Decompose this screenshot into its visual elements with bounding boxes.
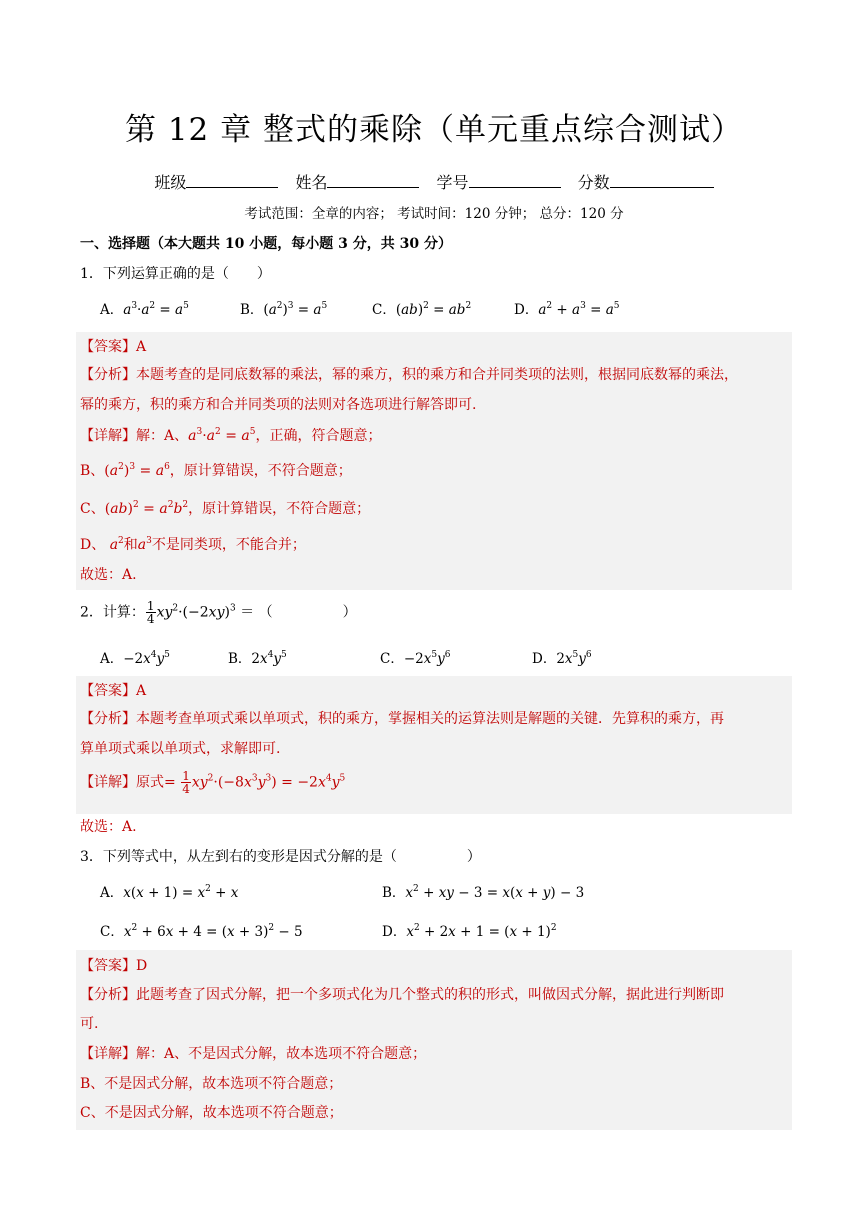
question-3-stem: 3．下列等式中，从左到右的变形是因式分解的是（ ） — [80, 849, 481, 865]
option-label: A． — [100, 302, 124, 318]
name-label: 姓名 — [295, 173, 328, 192]
question-1-answer: 【答案】A — [80, 339, 147, 355]
question-1-option-a: A．$a^3\cdot a^2 = a^5$ — [100, 301, 189, 318]
question-1-detail-a: 【详解】解：A、$a^3\cdot a^2 = a^5$，正确，符合题意； — [80, 427, 382, 444]
question-2-option-c: C．$-2x^5y^6$ — [380, 650, 451, 667]
option-label: B． — [240, 302, 264, 318]
question-3-option-a: A．$x(x + 1) = x^2 + x$ — [100, 884, 239, 901]
question-3-analysis-line-2: 可. — [80, 1016, 99, 1032]
option-label: D． — [514, 302, 539, 318]
number-label: 学号 — [436, 173, 469, 192]
question-3-analysis-line-1: 【分析】此题考查了因式分解，把一个多项式化为几个整式的积的形式，叫做因式分解，据此进行判断即 — [80, 987, 724, 1003]
question-2-analysis-line-2: 算单项式乘以单项式，求解即可. — [80, 741, 281, 757]
question-1-analysis-line-1: 【分析】本题考查的是同底数幂的乘法，幂的乘方，积的乘方和合并同类项的法则，根据同底数幂的乘法， — [80, 367, 738, 383]
question-1-option-b: B．$(a^2)^3 = a^5$ — [240, 301, 328, 318]
question-3-detail-b: B、不是因式分解，故本选项不符合题意； — [80, 1076, 343, 1092]
class-blank[interactable] — [186, 172, 278, 188]
question-3-option-d: D．$x^2 + 2x + 1 = (x + 1)^2$ — [382, 923, 557, 940]
exam-scope: 考试范围：全章的内容； 考试时间：120 分钟； 总分：120 分 — [244, 206, 624, 222]
question-3-answer: 【答案】D — [80, 958, 148, 974]
name-blank[interactable] — [327, 172, 419, 188]
question-2-option-b: B．$2x^4y^5$ — [228, 650, 287, 667]
question-3-option-b: B．$x^2$ + xy − 3 = x(x + y) − 3 — [382, 884, 585, 901]
score-blank[interactable] — [610, 172, 714, 188]
question-1-detail-c: C、$(ab)^2 = a^2b^2$，原计算错误，不符合题意； — [80, 500, 371, 517]
section-title: 一、选择题（本大题共 10 小题，每小题 3 分，共 30 分） — [80, 236, 452, 252]
question-1-option-d: D．$a^2 + a^3 = a^5$ — [514, 301, 620, 318]
page-title: 第 12 章 整式的乘除（单元重点综合测试） — [124, 112, 743, 148]
score-label: 分数 — [577, 173, 610, 192]
question-2-answer: 【答案】A — [80, 683, 147, 699]
question-1-detail-d: D、 $a^2$和$a^3$不是同类项，不能合并； — [80, 536, 306, 553]
question-3-detail-a: 【详解】解：A、不是因式分解，故本选项不符合题意； — [80, 1046, 427, 1062]
student-info-row — [0, 170, 868, 193]
question-3-detail-c: C、不是因式分解，故本选项不符合题意； — [80, 1105, 343, 1121]
option-label: C． — [372, 302, 396, 318]
question-2-choice: 故选：A. — [80, 819, 137, 835]
question-2-analysis-line-1: 【分析】本题考查单项式乘以单项式，积的乘方，掌握相关的运算法则是解题的关键．先算积的乘方，再 — [80, 711, 724, 727]
question-1-analysis-line-2: 幂的乘方，积的乘方和合并同类项的法则对各选项进行解答即可. — [80, 397, 477, 413]
question-2-stem: 2．计算： $\frac{1}{4}$ $xy^2\cdot(-2xy)^3$ ＝ （ ） — [80, 599, 357, 626]
number-blank[interactable] — [469, 172, 561, 188]
question-2-detail: 【详解】原式= $\frac{1}{4}$ $xy^2\cdot(-8x^3y^3) = -2x^4y^5$ — [80, 769, 346, 796]
question-1-stem: 1．下列运算正确的是（ ） — [80, 266, 271, 282]
question-1-detail-b: B、$(a^2)^3 = a^6$，原计算错误，不符合题意； — [80, 462, 352, 479]
question-2-option-a: A．$-2x^4y^5$ — [100, 650, 170, 667]
question-3-option-c: C．$x^2 + 6x + 4 = (x + 3)^2 - 5$ — [100, 923, 303, 940]
question-1-choice: 故选：A. — [80, 567, 137, 583]
question-1-option-c: C．$(ab)^2 = ab^2$ — [372, 301, 472, 318]
class-label: 班级 — [154, 173, 187, 192]
question-2-option-d: D．$2x^5y^6$ — [532, 650, 592, 667]
